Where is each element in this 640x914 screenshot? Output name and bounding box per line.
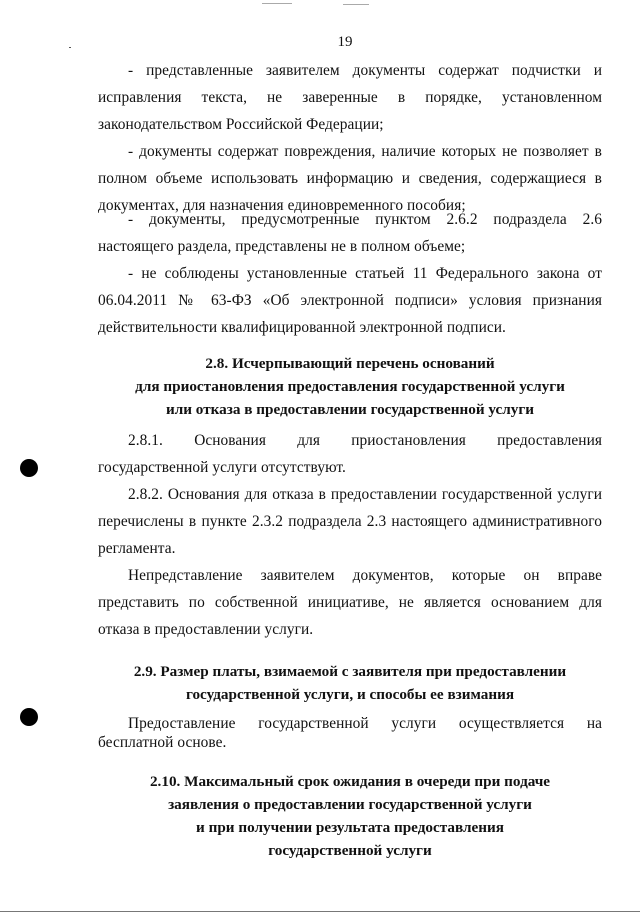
page-number: 19 — [337, 34, 353, 50]
scan-edge — [0, 911, 640, 912]
heading-line: государственной услуги, и способы ее взимания — [185, 686, 515, 703]
paragraph: 2.8.1. Основания для приостановления предоставления государственной услуги отсутствуют. — [98, 432, 602, 476]
paragraph: Непредставление заявителем документов, которые он вправе представить по собственной инициативе, не является основанием для отказа в предоставлении услуги. — [98, 567, 602, 638]
heading-line: и при получении результата предоставления — [196, 819, 504, 836]
heading-line: 2.10. Максимальный срок ожидания в очереди при подаче — [149, 773, 551, 790]
paragraph: 2.8.2. Основания для отказа в предоставлении государственной услуги перечислены в пункте 2.3.2 подраздела 2.3 настоящего административного регламента. — [98, 486, 602, 557]
heading-line: государственной услуги — [268, 842, 432, 859]
section-heading-2-9 — [98, 660, 602, 706]
paragraph: Предоставление государственной услуги осуществляется на бесплатной основе. — [98, 715, 602, 751]
list-item: - документы, предусмотренные пунктом 2.6.2 подраздела 2.6 настоящего раздела, представлены не в полном объеме; — [98, 211, 602, 255]
heading-line: или отказа в предоставлении государственной услуги — [165, 401, 534, 418]
heading-line: для приостановления предоставления государственной услуги — [135, 378, 565, 395]
list-item: - представленные заявителем документы содержат подчистки и исправления текста, не заверенные в порядке, установленном законодательством Российской Федерации; — [98, 62, 602, 133]
punch-hole — [20, 708, 38, 726]
section-heading-2-8 — [98, 352, 602, 421]
scan-artifact — [343, 4, 369, 5]
list-item: - не соблюдены установленные статьей 11 Федерального закона от 06.04.2011 № 63-ФЗ «Об электронной подписи» условия признания действительности квалифицированной электронной подписи. — [98, 265, 602, 336]
list-item: - документы содержат повреждения, наличие которых не позволяет в полном объеме использовать информацию и сведения, содержащиеся в документах, для назначения единовременного пособия; — [98, 143, 602, 214]
scan-artifact — [262, 3, 292, 4]
heading-line: заявления о предоставлении государственной услуги — [168, 796, 532, 813]
heading-line: 2.8. Исчерпывающий перечень оснований — [205, 355, 495, 372]
heading-line: 2.9. Размер платы, взимаемой с заявителя при предоставлении — [133, 663, 567, 680]
section-heading-2-10 — [98, 770, 602, 862]
punch-hole — [20, 459, 38, 477]
